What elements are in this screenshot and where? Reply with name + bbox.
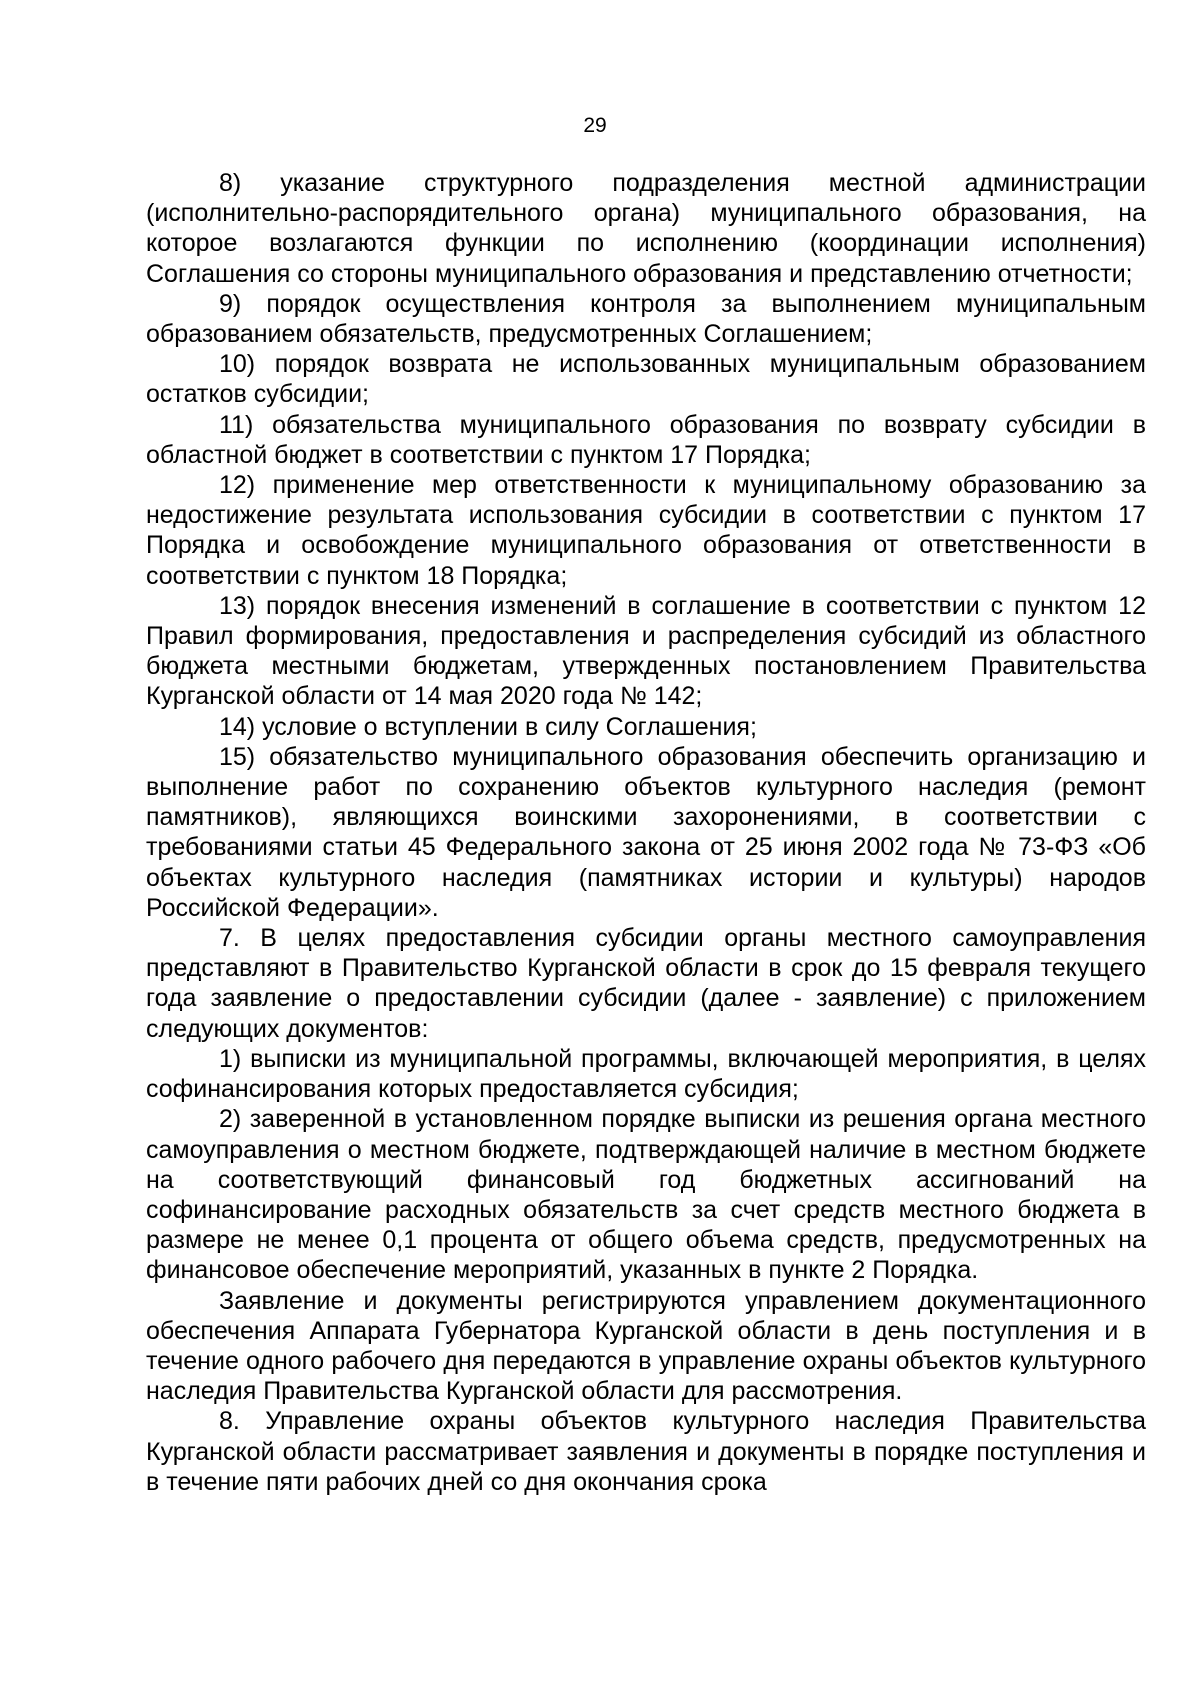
paragraph-clause-8: 8. Управление охраны объектов культурного наследия Правительства Курганской области рассматривает заявления и документы в порядке поступления и в течение пяти рабочих дней со дня окончания срока (146, 1407, 1146, 1496)
paragraph-item-14: 14) условие о вступлении в силу Соглашения; (219, 712, 757, 741)
document-body (146, 168, 1146, 1497)
paragraph-document-2: 2) заверенной в установленном порядке выписки из решения органа местного самоуправления о местном бюджете, подтверждающей наличие в местном бюджете на соответствующий финансовый год бюджетных ассигнований на софинансирование расходных обязательств за счет средств местного бюджета в размере не менее 0,1 процента от общего объема средств, предусмотренных на финансовое обеспечение мероприятий, указанных в пункте 2 Порядка. (146, 1105, 1146, 1285)
page-number: 29 (583, 114, 607, 137)
paragraph-item-12: 12) применение мер ответственности к муниципальному образованию за недостижение результата использования субсидии в соответствии с пунктом 17 Порядка и освобождение муниципального образования от ответственности в соответствии с пунктом 18 Порядка; (146, 471, 1146, 590)
paragraph-item-15: 15) обязательство муниципального образования обеспечить организацию и выполнение работ по сохранению объектов культурного наследия (ремонт памятников), являющихся воинскими захоронениями, в соответствии с требованиями статьи 45 Федерального закона от 25 июня 2002 года № 73-ФЗ «Об объектах культурного наследия (памятниках истории и культуры) народов Российской Федерации». (146, 742, 1146, 922)
paragraph-item-11: 11) обязательства муниципального образования по возврату субсидии в областной бюджет в соответствии с пунктом 17 Порядка; (146, 410, 1146, 469)
paragraph-document-1: 1) выписки из муниципальной программы, включающей мероприятия, в целях софинансирования которых предоставляется субсидия; (146, 1044, 1146, 1104)
paragraph-item-10: 10) порядок возврата не использованных муниципальным образованием остатков субсидии; (146, 350, 1146, 409)
paragraph-item-8: 8) указание структурного подразделения местной администрации (исполнительно-распорядительного органа) муниципального образования, на которое возлагаются функции по исполнению (координации исполнения) Соглашения со стороны муниципального образования и представлению отчетности; (146, 169, 1146, 288)
paragraph-registration: Заявление и документы регистрируются управлением документационного обеспечения Аппарата Губернатора Курганской области в день поступления и в течение одного рабочего дня передаются в управление охраны объектов культурного наследия Правительства Курганской области для рассмотрения. (146, 1286, 1146, 1406)
paragraph-clause-7: 7. В целях предоставления субсидии органы местного самоуправления представляют в Правительство Курганской области в срок до 15 февраля текущего года заявление о предоставлении субсидии (далее - заявление) с приложением следующих документов: (146, 924, 1146, 1043)
paragraph-item-13: 13) порядок внесения изменений в соглашение в соответствии с пунктом 12 Правил формирования, предоставления и распределения субсидий из областного бюджета местными бюджетам, утвержденных постановлением Правительства Курганской области от 14 мая 2020 года № 142; (146, 591, 1146, 711)
paragraph-item-9: 9) порядок осуществления контроля за выполнением муниципальным образованием обязательств, предусмотренных Соглашением; (146, 289, 1146, 349)
